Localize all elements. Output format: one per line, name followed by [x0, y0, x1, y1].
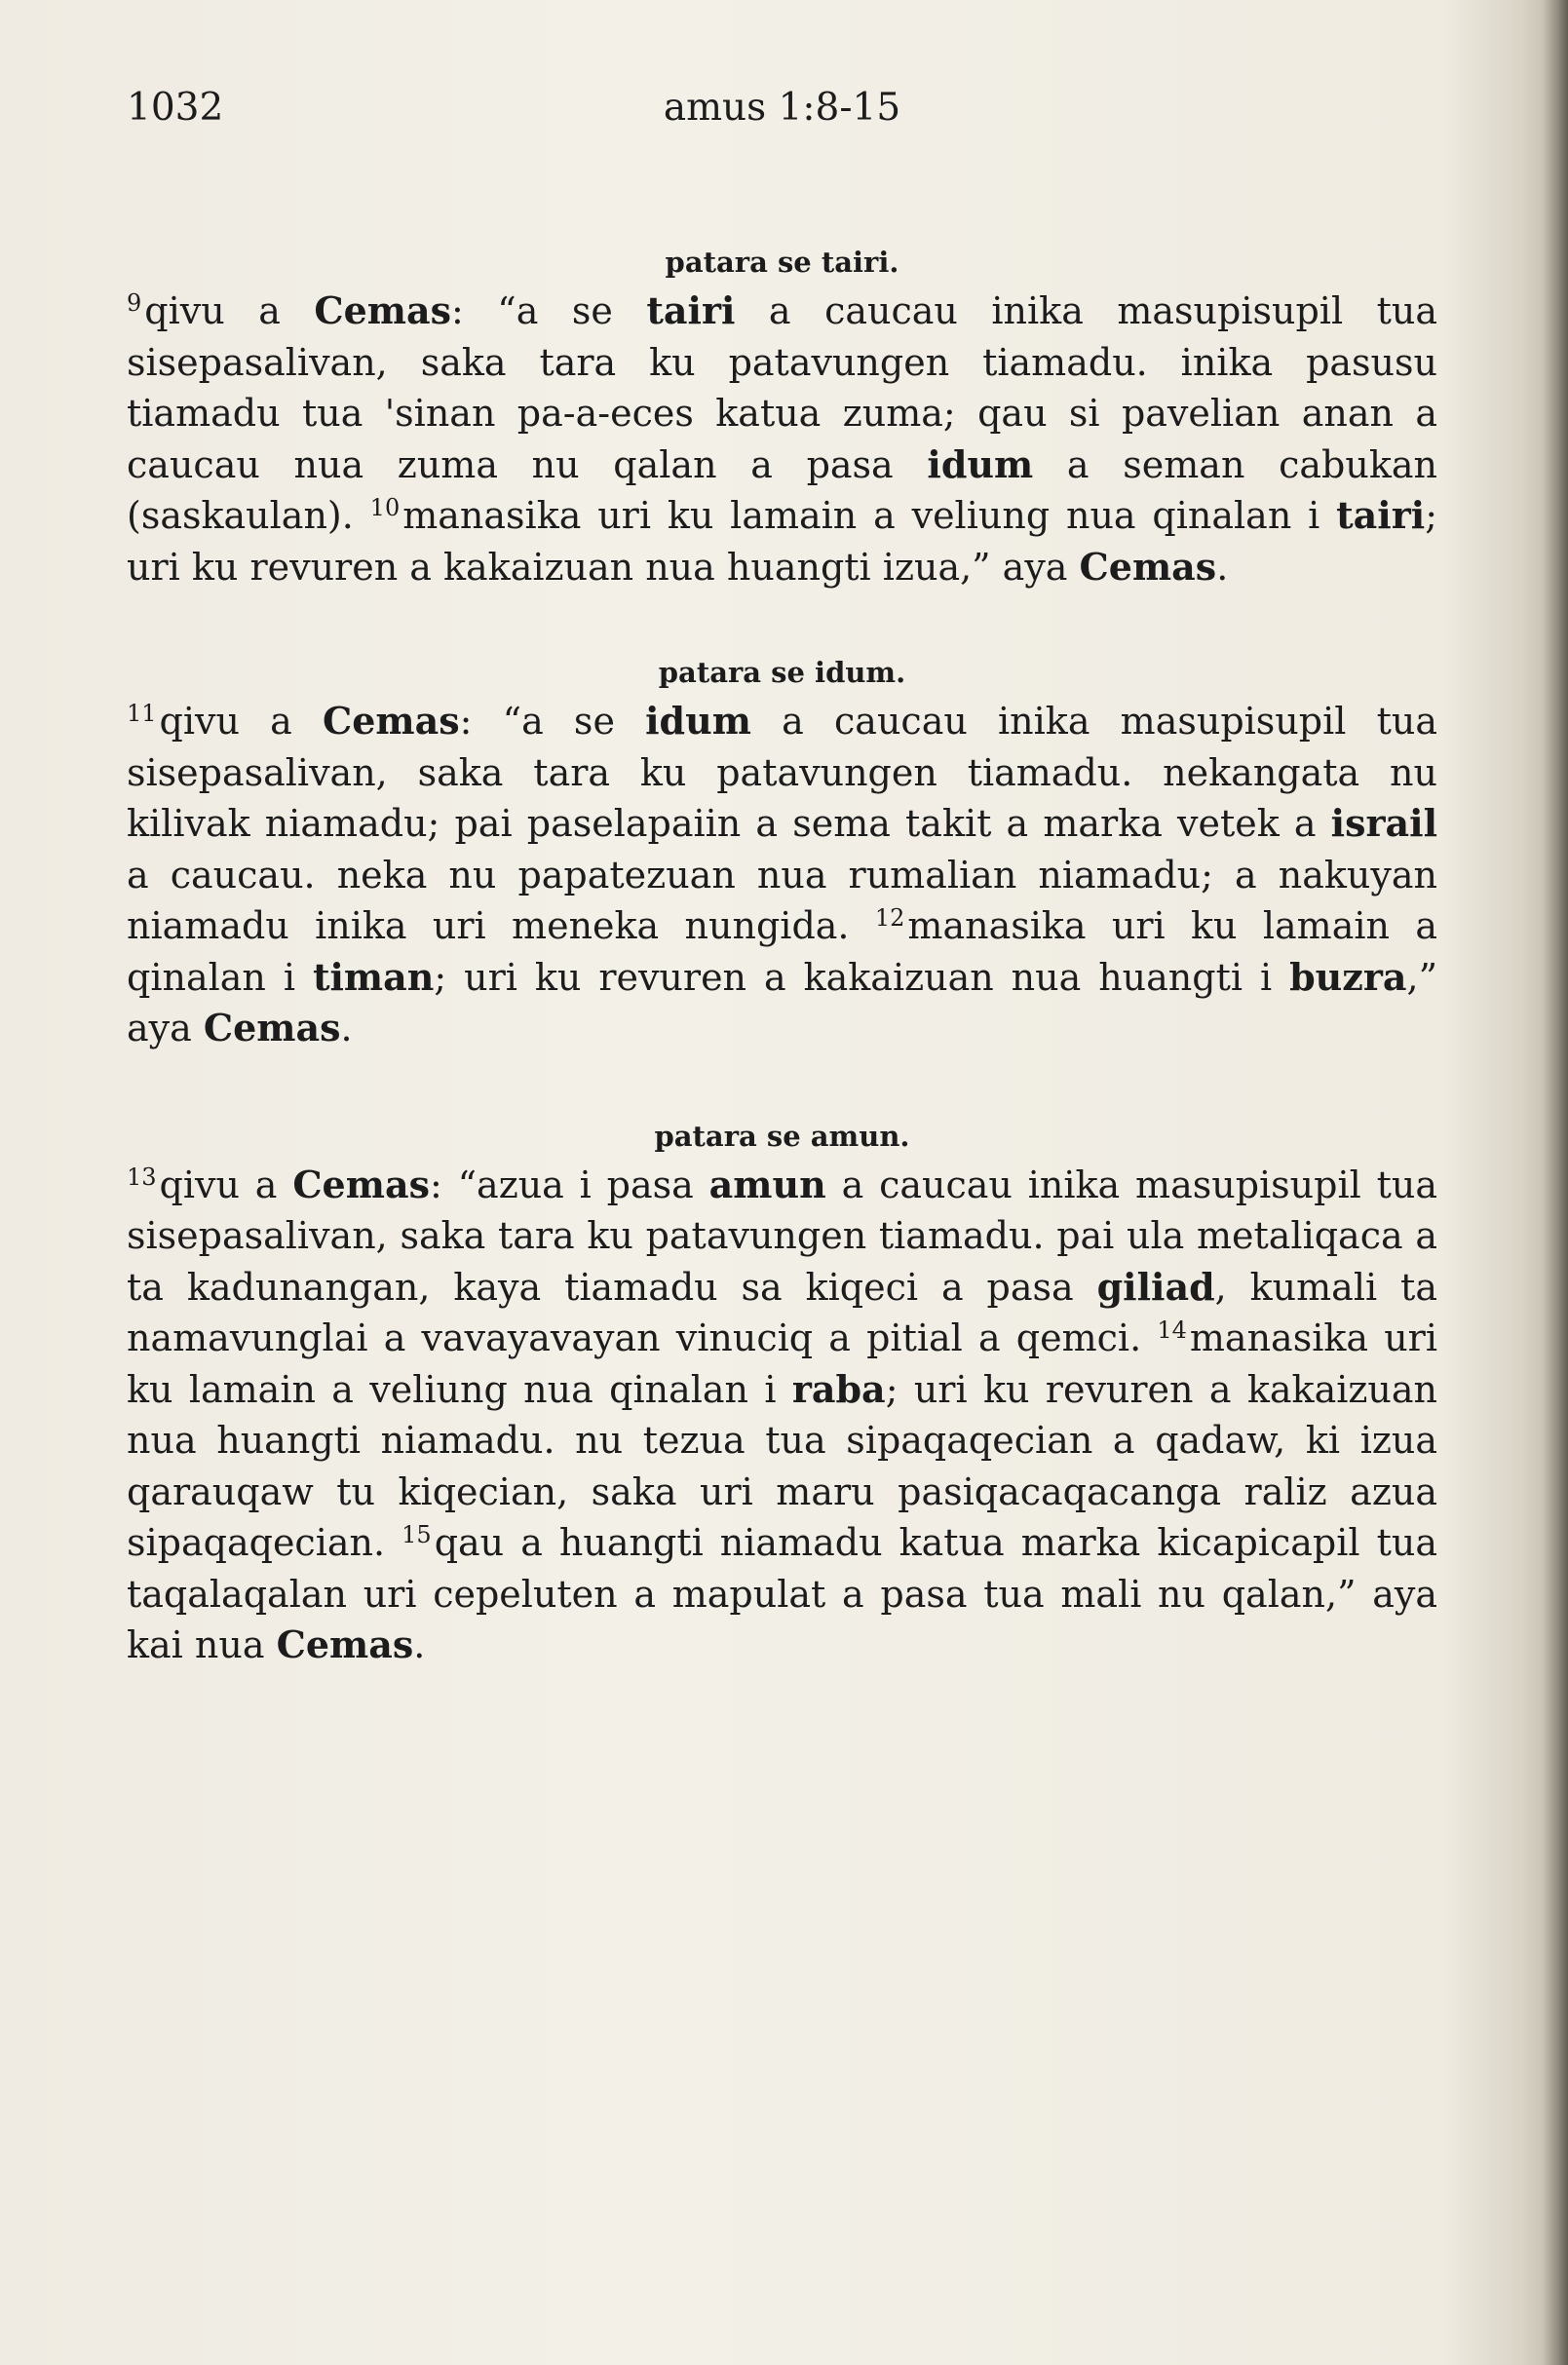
bold-term: tairi: [646, 288, 736, 332]
verse-text: ,” aya: [127, 955, 1438, 1049]
verse-text: .: [413, 1623, 426, 1666]
verse-text: a caucau. neka nu papatezuan nua rumalian niamadu; a nakuyan niamadu inika uri meneka nungida.: [127, 853, 1437, 947]
bold-term: Cemas: [323, 699, 460, 743]
verse-number: 9: [127, 289, 142, 317]
page-header: [127, 86, 1437, 144]
spine-shadow: [1543, 0, 1568, 2365]
verse-number: 11: [127, 700, 157, 727]
bold-term: giliad: [1096, 1264, 1215, 1309]
section-heading: patara se tairi.: [665, 246, 899, 279]
section-gap: [127, 1054, 1437, 1113]
verse-number: 13: [127, 1163, 157, 1191]
bold-term: Cemas: [1079, 544, 1217, 589]
section-paragraph: [127, 696, 1437, 1054]
verse-text: a caucau inika masupisupil tua sisepasalivan, saka tara ku patavungen tiamadu. inika pasusu tiamadu tua 'sinan pa-a-eces katua zuma; qau si pavelian anan a caucau nua zuma nu qalan a pasa: [127, 289, 1437, 486]
verse-text: qau a huangti niamadu katua marka kicapicapil tua taqalaqalan uri cepeluten a mapulat a pasa tua mali nu qalan,” aya kai nua: [127, 1521, 1437, 1666]
verse-number: 15: [402, 1521, 432, 1548]
bold-term: timan: [312, 954, 435, 999]
section-heading: patara se idum.: [658, 656, 906, 689]
verse-text: : “a se: [451, 289, 647, 332]
verse-text: a seman cabukan (saskaulan).: [127, 442, 1437, 537]
bold-term: Cemas: [276, 1622, 414, 1666]
verse-text: manasika uri ku lamain a veliung nua qinalan i: [127, 1316, 1438, 1411]
bold-term: Cemas: [203, 1006, 341, 1049]
verse-text: qivu a: [159, 700, 324, 743]
section-heading: patara se amun.: [654, 1119, 910, 1153]
bold-term: Cemas: [314, 288, 451, 332]
verse-text: ; uri ku revuren a kakaizuan nua huangti izua,” aya: [127, 494, 1438, 589]
bold-term: raba: [791, 1366, 886, 1411]
verse-number: 14: [1157, 1316, 1187, 1344]
section-gap: [127, 592, 1437, 649]
bold-term: tairi: [1336, 493, 1426, 537]
verse-text: a caucau inika masupisupil tua sisepasalivan, saka tara ku patavungen tiamadu. nekangata nu kilivak niamadu; pai paselapaiin a sema takit a marka vetek a: [127, 700, 1438, 845]
verse-text: : “a se: [459, 700, 646, 743]
bold-term: idum: [927, 441, 1034, 486]
verse-text: manasika uri ku lamain a veliung nua qinalan i: [402, 494, 1337, 537]
page-number: 1032: [127, 86, 224, 130]
page-content: [127, 239, 1437, 1671]
verse-number: 12: [874, 904, 905, 932]
verse-text: .: [340, 1007, 353, 1049]
verse-text: ; uri ku revuren a kakaizuan nua huangti niamadu. nu tezua tua sipaqaqecian a qadaw, ki izua qarauqaw tu kiqecian, saka uri maru pasiqacaqacanga raliz azua sipaqaqecian.: [127, 1367, 1437, 1564]
verse-number: 10: [369, 494, 401, 521]
verse-text: , kumali ta namavunglai a vavayavayan vinuciq a pitial a qemci.: [127, 1265, 1437, 1359]
verse-text: qivu a: [144, 289, 315, 332]
bold-term: idum: [645, 699, 751, 743]
verse-text: .: [1216, 545, 1229, 589]
verse-text: a caucau inika masupisupil tua sisepasalivan, saka tara ku patavungen tiamadu. pai ula metaliqaca a ta kadunangan, kaya tiamadu sa kiqeci a pasa: [127, 1163, 1438, 1309]
section-paragraph: [127, 1160, 1437, 1671]
bold-term: buzra: [1289, 954, 1407, 999]
bold-term: amun: [708, 1162, 826, 1206]
verse-text: : “azua i pasa: [429, 1163, 709, 1206]
bold-term: israil: [1330, 801, 1437, 845]
bold-term: Cemas: [292, 1162, 430, 1206]
section-paragraph: [127, 286, 1437, 592]
verse-text: ; uri ku revuren a kakaizuan nua huangti i: [434, 955, 1290, 999]
running-head: amus 1:8-15: [663, 86, 901, 130]
verse-text: manasika uri ku lamain a qinalan i: [127, 904, 1437, 999]
verse-text: qivu a: [159, 1163, 293, 1206]
